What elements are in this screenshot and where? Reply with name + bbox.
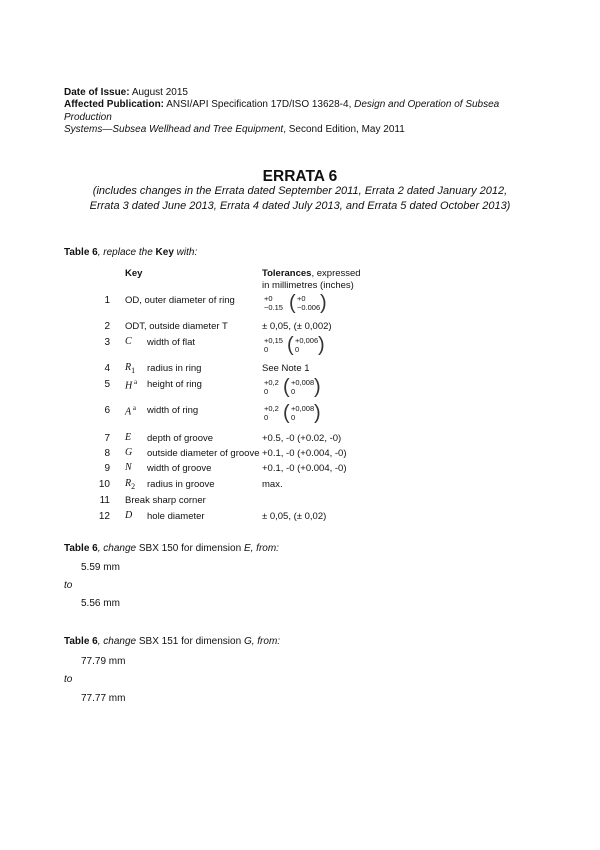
from-value: 5.59 mm bbox=[81, 562, 120, 573]
pub-edition: , Second Edition, May 2011 bbox=[283, 124, 405, 135]
key-symbol: E bbox=[125, 432, 132, 443]
tol-lower: 0 bbox=[264, 344, 269, 354]
section1-intro bbox=[64, 247, 197, 258]
change-word: , change bbox=[97, 543, 137, 554]
paren-open: ( bbox=[283, 402, 290, 424]
from-word: , from: bbox=[250, 543, 279, 554]
tol-lower-in: 0 bbox=[295, 344, 300, 354]
key-description: height of ring bbox=[147, 379, 202, 390]
tol-lower-in: −0.006 bbox=[297, 302, 321, 312]
tolerance-value: +0.5, -0 (+0.02, -0) bbox=[262, 433, 342, 444]
paren-open: ( bbox=[283, 376, 290, 398]
key-description: width of ring bbox=[147, 405, 199, 416]
tol-lower: 0 bbox=[264, 386, 269, 396]
symbol-letter: R bbox=[125, 478, 132, 489]
change-subject: SBX 151 for dimension bbox=[136, 636, 244, 647]
tol-upper-in: +0,006 bbox=[295, 336, 319, 345]
symbol-subscript: 2 bbox=[131, 482, 136, 491]
tol-lower-in: 0 bbox=[291, 412, 296, 422]
tolerance-value: ± 0,05, (± 0,002) bbox=[262, 321, 332, 332]
tolerance-value: +0.1, -0 (+0.004, -0) bbox=[262, 448, 347, 459]
tol-upper-in: +0 bbox=[297, 294, 306, 303]
key-number: 2 bbox=[104, 321, 110, 332]
pub-italic-title: Design and Operation of Subsea Production bbox=[64, 99, 500, 123]
pub-italic-title-2: Systems—Subsea Wellhead and Tree Equipment bbox=[64, 124, 284, 135]
paren-close: ) bbox=[320, 292, 327, 314]
paren-close: ) bbox=[314, 376, 321, 398]
pub-label: Affected Publication: bbox=[64, 99, 165, 110]
date-of-issue bbox=[64, 87, 188, 100]
symbol-letter: R bbox=[125, 362, 132, 373]
tolerance-stack-in bbox=[295, 337, 318, 354]
key-number: 7 bbox=[104, 433, 110, 444]
key-number: 9 bbox=[104, 463, 110, 474]
key-description: radius in ring bbox=[147, 363, 202, 374]
key-symbol bbox=[125, 362, 135, 375]
tolerance-value: ± 0,05, (± 0,02) bbox=[262, 511, 327, 522]
dimension-letter: G bbox=[243, 636, 252, 647]
key-symbol bbox=[125, 378, 137, 391]
symbol-superscript: a bbox=[132, 378, 138, 386]
section3-intro bbox=[64, 636, 280, 647]
to-label: to bbox=[64, 580, 73, 591]
title-subtitle-2: Errata 3 dated June 2013, Errata 4 dated July 2013, and Errata 5 dated October 2013) bbox=[89, 200, 511, 212]
tol-upper: +0,2 bbox=[264, 378, 279, 387]
change-word: , change bbox=[97, 636, 137, 647]
key-number: 5 bbox=[104, 379, 110, 390]
key-number: 1 bbox=[104, 295, 110, 306]
tolerance-stack-mm bbox=[264, 405, 279, 422]
tol-lower: 0 bbox=[264, 412, 269, 422]
intro-key: Key bbox=[155, 247, 174, 258]
key-description: radius in groove bbox=[147, 479, 215, 490]
change-subject: SBX 150 for dimension bbox=[136, 543, 244, 554]
table-ref: Table 6 bbox=[64, 636, 98, 647]
affected-publication bbox=[64, 99, 544, 137]
key-description: hole diameter bbox=[147, 511, 205, 522]
key-symbol bbox=[125, 404, 136, 417]
to-label: to bbox=[64, 674, 73, 685]
tol-upper: +0,2 bbox=[264, 404, 279, 413]
key-column-header: Key bbox=[125, 268, 143, 279]
intro-text: , replace the bbox=[97, 247, 156, 258]
key-description: outside diameter of groove bbox=[147, 448, 260, 459]
tolerance-stack-mm bbox=[264, 295, 283, 312]
date-label: Date of Issue: bbox=[64, 87, 130, 98]
key-number: 10 bbox=[98, 479, 110, 490]
key-description: Break sharp corner bbox=[125, 495, 206, 506]
tol-upper: +0,15 bbox=[264, 336, 283, 345]
pub-text: ANSI/API Specification 17D/ISO 13628-4, bbox=[166, 99, 355, 110]
tolerance-value: +0.1, -0 (+0.004, -0) bbox=[262, 463, 347, 474]
tol-lower-in: 0 bbox=[291, 386, 296, 396]
tolerance-value: See Note 1 bbox=[262, 363, 310, 374]
symbol-letter: A bbox=[125, 406, 132, 418]
key-symbol: D bbox=[125, 510, 133, 521]
tol-lower: −0.15 bbox=[264, 302, 283, 312]
key-description: width of groove bbox=[147, 463, 212, 474]
to-value: 77.77 mm bbox=[81, 693, 126, 704]
key-number: 4 bbox=[104, 363, 110, 374]
key-symbol: N bbox=[125, 462, 132, 473]
key-description: width of flat bbox=[147, 337, 196, 348]
tolerance-value: max. bbox=[262, 479, 283, 490]
tolerance-stack-in bbox=[291, 379, 314, 396]
table-ref: Table 6 bbox=[64, 543, 98, 554]
key-description: depth of groove bbox=[147, 433, 214, 444]
from-word: , from: bbox=[251, 636, 281, 647]
paren-open: ( bbox=[287, 334, 294, 356]
tol-upper: +0 bbox=[264, 294, 273, 303]
tol-header-units: in millimetres (inches) bbox=[262, 280, 354, 291]
date-value: August 2015 bbox=[131, 87, 188, 98]
section2-intro bbox=[64, 543, 279, 554]
symbol-subscript: 1 bbox=[131, 366, 136, 375]
key-number: 11 bbox=[99, 495, 110, 506]
tolerance-column-header bbox=[262, 268, 361, 292]
page-title: ERRATA 6 bbox=[262, 168, 338, 185]
paren-close: ) bbox=[314, 402, 321, 424]
tol-header-bold: Tolerances bbox=[262, 268, 312, 279]
title-subtitle-1: (includes changes in the Errata dated September 2011, Errata 2 dated January 2012, bbox=[92, 185, 508, 197]
symbol-superscript: a bbox=[131, 404, 136, 412]
key-description: OD, outer diameter of ring bbox=[125, 295, 235, 306]
key-symbol: C bbox=[125, 336, 132, 347]
tolerance-stack-mm bbox=[264, 379, 279, 396]
tol-upper-in: +0,008 bbox=[291, 378, 315, 387]
tol-upper-in: +0,008 bbox=[291, 404, 315, 413]
symbol-letter: H bbox=[125, 380, 133, 392]
intro-table-ref: Table 6 bbox=[64, 247, 98, 258]
paren-open: ( bbox=[289, 292, 296, 314]
key-number: 12 bbox=[98, 511, 110, 522]
key-number: 3 bbox=[104, 337, 110, 348]
key-symbol: G bbox=[125, 447, 133, 458]
tolerance-stack-in bbox=[291, 405, 314, 422]
key-number: 6 bbox=[104, 405, 110, 416]
dimension-letter: E bbox=[243, 543, 251, 554]
from-value: 77.79 mm bbox=[81, 656, 126, 667]
tolerance-stack-mm bbox=[264, 337, 283, 354]
key-description: ODT, outside diameter T bbox=[125, 321, 228, 332]
paren-close: ) bbox=[318, 334, 325, 356]
intro-with: with: bbox=[173, 247, 198, 258]
key-symbol bbox=[125, 478, 135, 491]
key-number: 8 bbox=[104, 448, 110, 459]
tol-header-rest: , expressed bbox=[311, 268, 361, 279]
tolerance-stack-in bbox=[297, 295, 320, 312]
to-value: 5.56 mm bbox=[81, 598, 120, 609]
